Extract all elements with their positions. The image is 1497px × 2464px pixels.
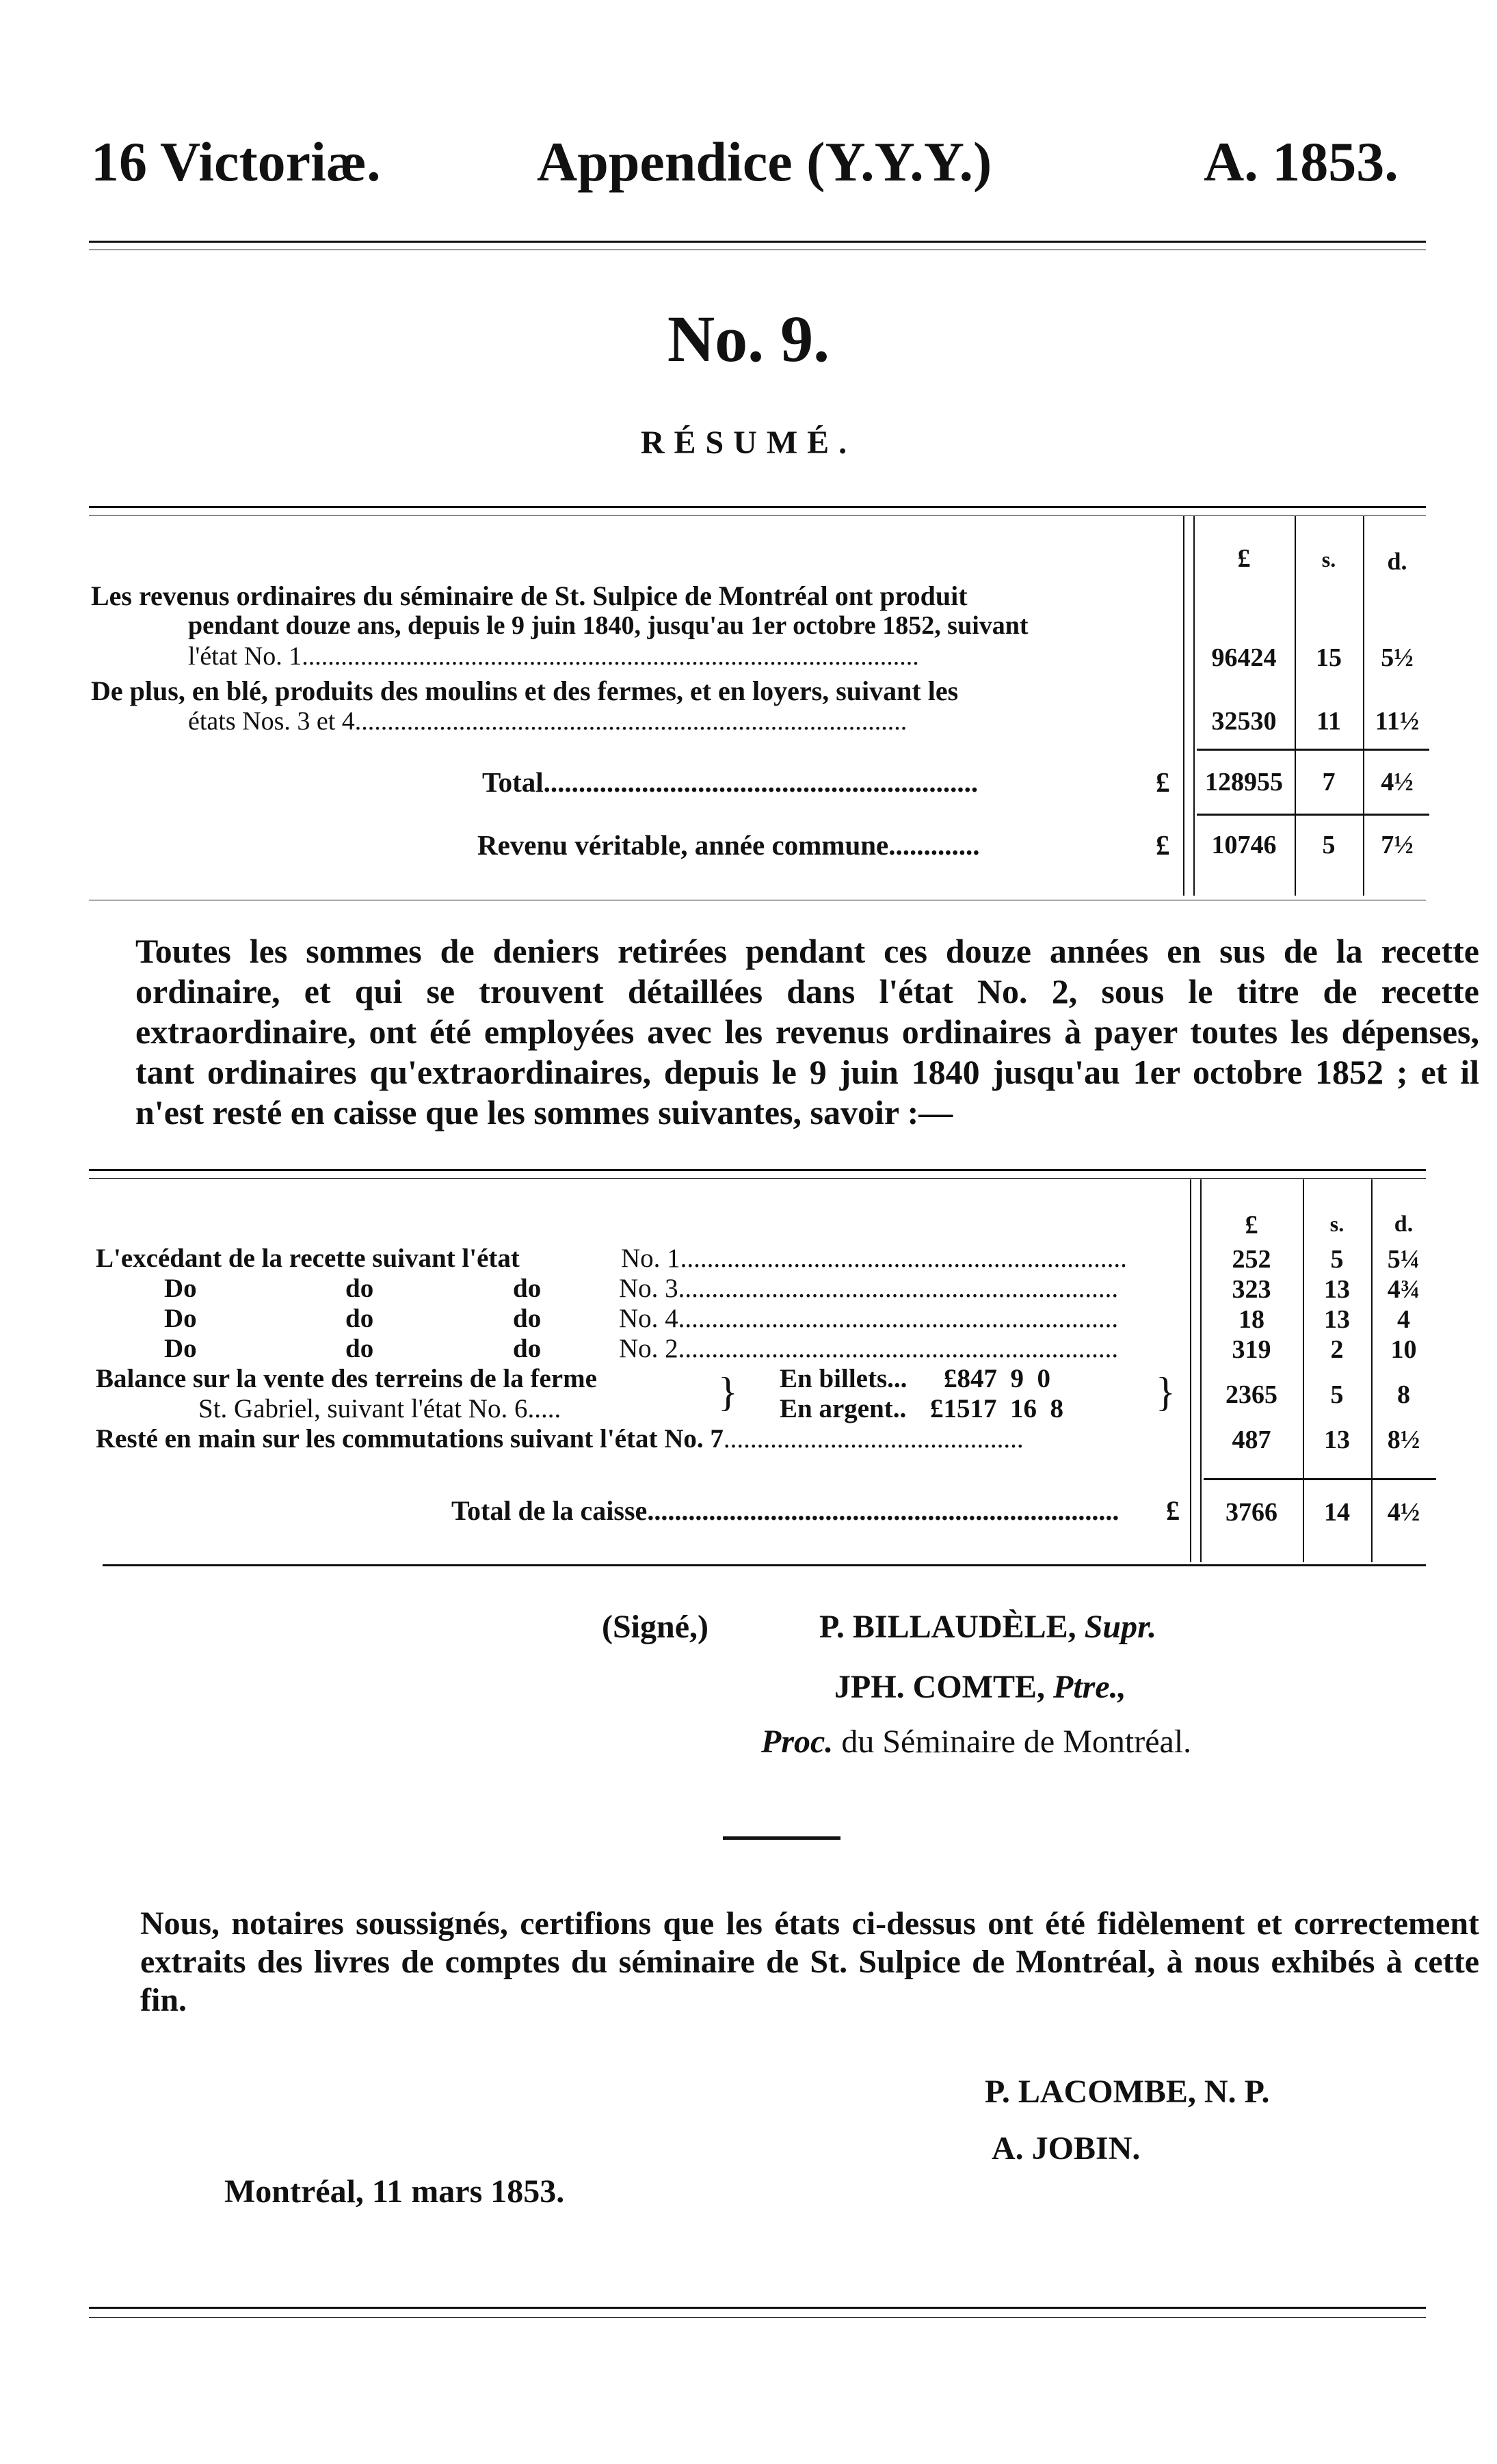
table1-row1-pounds: 96424 [1211, 643, 1277, 672]
table1-row2-pence: 11½ [1375, 707, 1420, 736]
signatory-1: P. BILLAUDÈLE, Supr. [819, 1609, 1157, 1645]
notary-1: P. LACOMBE, N. P. [985, 2074, 1270, 2110]
table2-row3-shillings: 13 [1324, 1305, 1350, 1334]
table2-balance-pence: 8 [1397, 1380, 1410, 1409]
table2-rule-top2 [89, 1178, 1426, 1179]
table2-commutations-shillings: 13 [1324, 1425, 1350, 1454]
table1-row1-line1: Les revenus ordinaires du séminaire de St. Sulpice de Montréal ont produit [91, 580, 968, 611]
table2-rule-bottom [103, 1564, 1426, 1566]
table2-total-pence: 4½ [1387, 1498, 1420, 1527]
table1-row2-line1: De plus, en blé, produits des moulins et des fermes, et en loyers, suivant les [91, 675, 959, 706]
table2-row4-label: Do [164, 1334, 197, 1363]
table1-revenue-pence: 7½ [1381, 831, 1414, 859]
table2-row2-pounds: 323 [1232, 1275, 1271, 1304]
table1-header-shillings: s. [1321, 547, 1336, 572]
table2-row2-pence: 4¾ [1387, 1275, 1420, 1304]
header-right: A. 1853. [1204, 131, 1399, 193]
section-title: RÉSUMÉ. [640, 425, 857, 461]
table2-billets-amount: £847 9 0 [944, 1364, 1050, 1393]
table2-balance-line1: Balance sur la vente des terreins de la ferme [96, 1364, 597, 1393]
table2-row3-do1: do [345, 1304, 374, 1333]
table1-sum-rule [1197, 749, 1429, 751]
table1-total-currency: £ [1156, 766, 1170, 798]
table2-billets-label: En billets... [780, 1364, 908, 1393]
separator-rule [723, 1836, 840, 1840]
table1-header-pence: d. [1387, 548, 1407, 575]
table1-total-pence: 4½ [1381, 768, 1414, 796]
table2-row1-ref: No. 1................................................................... [621, 1244, 1127, 1273]
table1-revenue-pounds: 10746 [1211, 831, 1277, 859]
table1-row2-pounds: 32530 [1211, 707, 1277, 736]
table1-revenue-currency: £ [1156, 829, 1170, 861]
table2-row2-do2: do [513, 1274, 542, 1303]
table2-row2-label: Do [164, 1274, 197, 1303]
table1-total-label: Total.............................................................. [482, 766, 979, 798]
table2-row4-do2: do [513, 1334, 542, 1363]
place-date: Montréal, 11 mars 1853. [224, 2173, 565, 2210]
table2-row1-pence: 5¼ [1387, 1245, 1420, 1274]
table2-balance-shillings: 5 [1330, 1380, 1344, 1409]
table2-total-label: Total de la caisse..................................................................... [451, 1495, 1120, 1526]
brace-right-icon: } [1156, 1369, 1176, 1415]
table1-revenue-label: Revenu véritable, année commune............. [477, 829, 980, 861]
table1-row1-pence: 5½ [1381, 643, 1414, 672]
header-left: 16 Victoriæ. [91, 131, 381, 193]
footer-rule-bottom [89, 2317, 1426, 2318]
table2-row3-pounds: 18 [1238, 1305, 1264, 1334]
table1-row1-shillings: 15 [1316, 643, 1342, 672]
document-number: No. 9. [667, 302, 830, 375]
table2-row2-do1: do [345, 1274, 374, 1303]
table2-row4-pounds: 319 [1232, 1335, 1271, 1364]
table1-row2-shillings: 11 [1316, 707, 1341, 736]
table2-sum-rule [1204, 1478, 1436, 1480]
table2-total-shillings: 14 [1324, 1498, 1350, 1527]
table2-row2-shillings: 13 [1324, 1275, 1350, 1304]
table2-row2-ref: No. 3.................................................................. [619, 1274, 1119, 1303]
table1-row2-line2: états Nos. 3 et 4..................................................................................... [188, 707, 908, 736]
table1-row1-line3: l'état No. 1............................................................................................... [188, 642, 919, 671]
table2-row4-pence: 10 [1390, 1335, 1417, 1364]
signatory-2-role: Proc. du Séminaire de Montréal. [761, 1724, 1192, 1760]
table1-total-pounds: 128955 [1205, 768, 1283, 796]
table2-row4-ref: No. 2.................................................................. [619, 1334, 1119, 1363]
table2-rule-top [89, 1169, 1426, 1171]
table2-balance-line2: St. Gabriel, suivant l'état No. 6..... [198, 1394, 561, 1423]
table1-sum-rule2 [1197, 814, 1429, 816]
signatory-2: JPH. COMTE, Ptre., [834, 1669, 1126, 1705]
brace-left-icon: } [718, 1369, 738, 1415]
signed-label: (Signé,) [602, 1609, 708, 1645]
table2-total-currency: £ [1166, 1495, 1180, 1526]
table2-total-pounds: 3766 [1226, 1498, 1277, 1527]
table2-row4-shillings: 2 [1330, 1335, 1344, 1364]
table2-header-pence: d. [1394, 1211, 1414, 1237]
table2-col-line [1190, 1179, 1191, 1562]
table2-commutations-pounds: 487 [1232, 1425, 1271, 1454]
table2-commutations-label: Resté en main sur les commutations suivant l'état No. 7............................................. [96, 1424, 1024, 1454]
paragraph-certification: Nous, notaires soussignés, certifions que les états ci-dessus ont été fidèlement et correctement extraits des livres de comptes du séminaire de St. Sulpice de Montréal, à nous exhibés à cette fin. [140, 1905, 1479, 2018]
table2-balance-pounds: 2365 [1226, 1380, 1277, 1409]
table2-row1-label: L'excédant de la recette suivant l'état [96, 1244, 520, 1273]
notary-2: A. JOBIN. [992, 2130, 1141, 2167]
table1-revenue-shillings: 5 [1322, 831, 1336, 859]
table2-argent-amount: £1517 16 8 [930, 1394, 1063, 1423]
table2-commutations-pence: 8½ [1387, 1425, 1420, 1454]
table2-header-shillings: s. [1329, 1211, 1344, 1236]
table2-header-pounds: £ [1245, 1211, 1258, 1240]
paragraph-summary: Toutes les sommes de deniers retirées pendant ces douze années en sus de la recette ordinaire, et qui se trouvent détaillées dans l'état No. 2, sous le titre de recette extraordinaire, ont été employées avec les revenus ordinaires à payer toutes les dépenses, tant ordinaires qu'extraordinaires, depuis le 9 juin 1840 jusqu'au 1er octobre 1852 ; et il n'est resté en caisse que les sommes suivantes, savoir :— [135, 932, 1479, 1131]
table1-row1-line2: pendant douze ans, depuis le 9 juin 1840, jusqu'au 1er octobre 1852, suivant [188, 611, 1029, 640]
table2-row3-ref: No. 4.................................................................. [619, 1304, 1119, 1333]
table2-row3-label: Do [164, 1304, 197, 1333]
header-center: Appendice (Y.Y.Y.) [537, 131, 992, 193]
table2-row1-shillings: 5 [1330, 1245, 1344, 1274]
table1-total-shillings: 7 [1322, 768, 1336, 796]
table2-row3-pence: 4 [1397, 1305, 1410, 1334]
table1-header-pounds: £ [1237, 544, 1251, 573]
table2-row1-pounds: 252 [1232, 1245, 1271, 1274]
table2-argent-label: En argent.. [780, 1394, 907, 1423]
table2-row4-do1: do [345, 1334, 374, 1363]
header-rule-top [89, 241, 1426, 243]
table1-col-line [1183, 516, 1184, 896]
footer-rule-top [89, 2307, 1426, 2309]
table2-row3-do2: do [513, 1304, 542, 1333]
table1-rule-top [89, 506, 1426, 508]
